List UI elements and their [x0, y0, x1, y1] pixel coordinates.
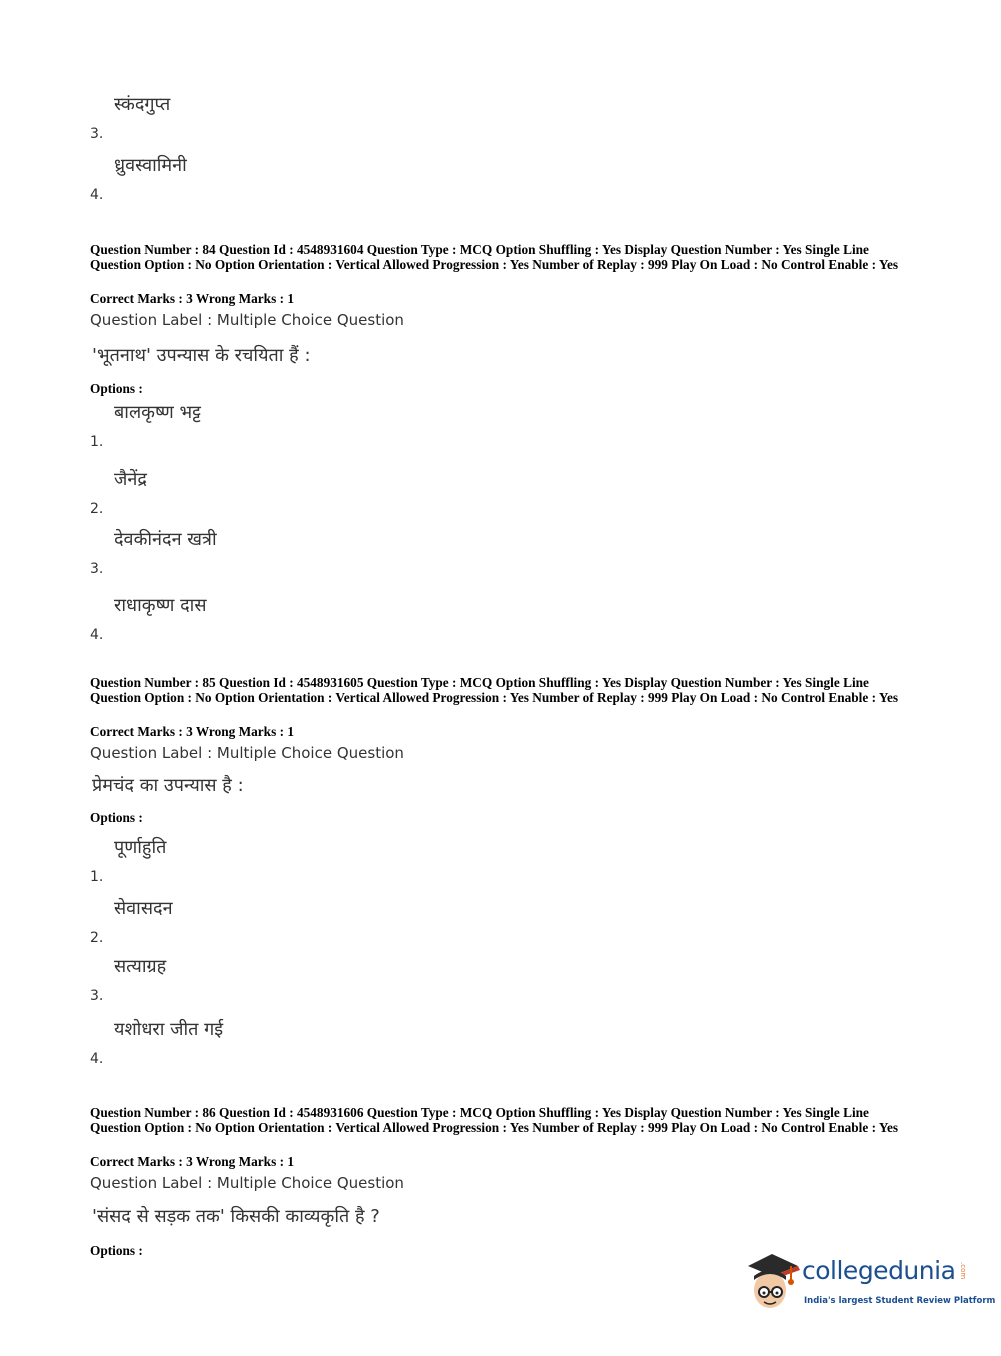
option-text: राधाकृष्ण दास — [114, 595, 207, 616]
option-item — [90, 954, 690, 1004]
option-number: 2. — [90, 930, 104, 946]
question-label: Question Label : Multiple Choice Question — [90, 1174, 404, 1192]
option-item — [90, 467, 690, 517]
option-text: जैनेंद्र — [114, 469, 147, 490]
option-number: 1. — [90, 434, 104, 450]
option-number: 4. — [90, 187, 104, 203]
option-number: 3. — [90, 561, 104, 577]
option-text: स्कंदगुप्त — [114, 94, 171, 115]
logo-domain-text: .com — [959, 1262, 967, 1280]
question-meta: Question Number : 84 Question Id : 4548931604 Question Type : MCQ Option Shuffling : Yes Display Question Number : Yes Single Line Question Option : No Option Orientation : Vertical Allowed Progression : Yes Number of Replay : 999 Play On Load : No Control Enable : Yes — [90, 242, 899, 272]
question-label: Question Label : Multiple Choice Question — [90, 311, 404, 329]
logo-tagline: India's largest Student Review Platform — [804, 1296, 996, 1306]
option-item — [90, 92, 690, 142]
option-item — [90, 593, 690, 643]
question-meta: Question Number : 86 Question Id : 4548931606 Question Type : MCQ Option Shuffling : Yes Display Question Number : Yes Single Line Question Option : No Option Orientation : Vertical Allowed Progression : Yes Number of Replay : 999 Play On Load : No Control Enable : Yes — [90, 1105, 899, 1135]
option-item — [90, 835, 690, 885]
options-label: Options : — [90, 810, 143, 825]
question-marks: Correct Marks : 3 Wrong Marks : 1 — [90, 724, 294, 739]
option-item — [90, 527, 690, 577]
option-item — [90, 153, 690, 203]
option-text: ध्रुवस्वामिनी — [114, 155, 187, 176]
option-text: सत्याग्रह — [114, 956, 167, 977]
question-meta: Question Number : 85 Question Id : 4548931605 Question Type : MCQ Option Shuffling : Yes Display Question Number : Yes Single Line Question Option : No Option Orientation : Vertical Allowed Progression : Yes Number of Replay : 999 Play On Load : No Control Enable : Yes — [90, 675, 899, 705]
option-text: यशोधरा जीत गई — [114, 1019, 224, 1040]
question-text: प्रेमचंद का उपन्यास है : — [92, 775, 244, 796]
options-label: Options : — [90, 1243, 143, 1258]
option-number: 1. — [90, 869, 104, 885]
option-number: 4. — [90, 627, 104, 643]
option-item — [90, 1017, 690, 1067]
collegedunia-logo[interactable] — [742, 1250, 996, 1314]
option-number: 2. — [90, 501, 104, 517]
option-text: सेवासदन — [114, 898, 173, 919]
option-text: पूर्णाहुति — [114, 837, 167, 858]
question-label: Question Label : Multiple Choice Question — [90, 744, 404, 762]
option-item — [90, 400, 690, 450]
option-number: 3. — [90, 126, 104, 142]
question-text: 'संसद से सड़क तक' किसकी काव्यकृति है ? — [92, 1206, 380, 1227]
option-text: बालकृष्ण भट्ट — [114, 402, 201, 423]
question-text: 'भूतनाथ' उपन्यास के रचयिता हैं : — [92, 345, 311, 366]
option-number: 4. — [90, 1051, 104, 1067]
option-text: देवकीनंदन खत्री — [114, 529, 217, 550]
question-marks: Correct Marks : 3 Wrong Marks : 1 — [90, 291, 294, 306]
logo-brand-text: collegedunia — [802, 1256, 956, 1285]
question-marks: Correct Marks : 3 Wrong Marks : 1 — [90, 1154, 294, 1169]
mascot-icon — [742, 1250, 802, 1314]
options-label: Options : — [90, 381, 143, 396]
option-item — [90, 896, 690, 946]
option-number: 3. — [90, 988, 104, 1004]
